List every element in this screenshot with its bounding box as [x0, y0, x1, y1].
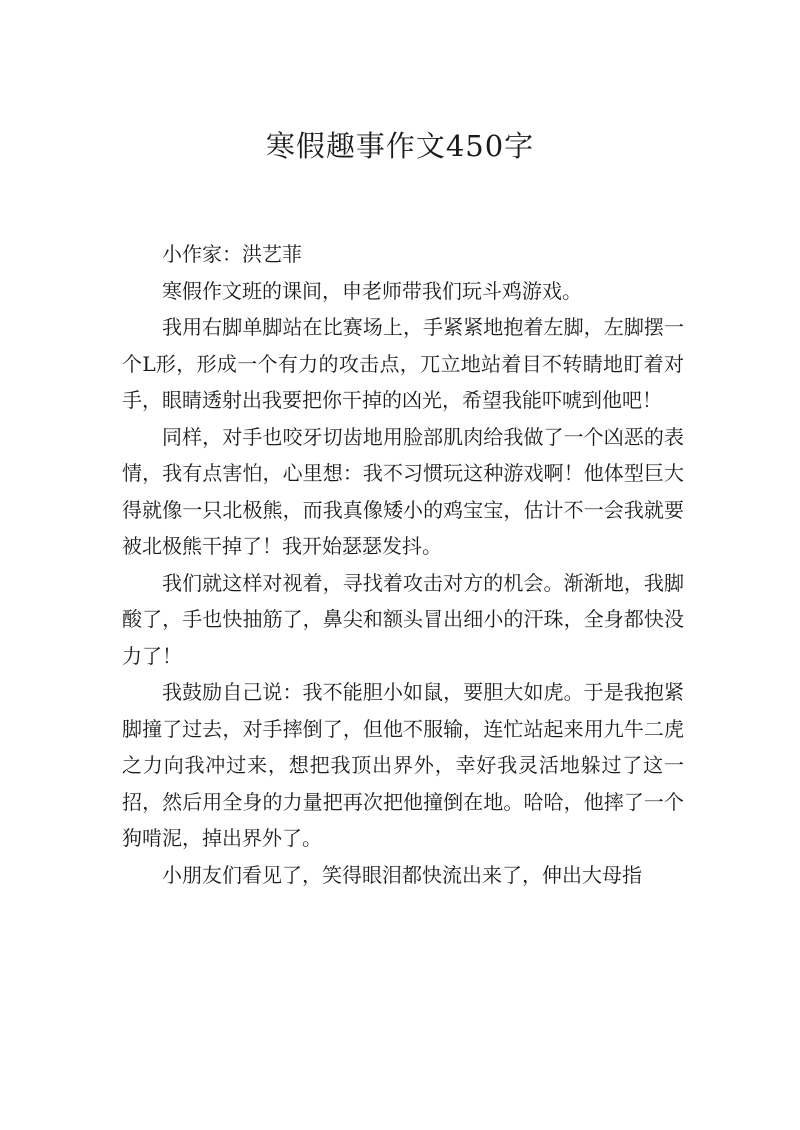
paragraph: 我用右脚单脚站在比赛场上，手紧紧地抱着左脚，左脚摆一个L形，形成一个有力的攻击点，兀立地站着目不转睛地盯着对手，眼睛透射出我要把你干掉的凶光，希望我能吓唬到他吧！ [122, 315, 684, 412]
paragraph: 我们就这样对视着，寻找着攻击对方的机会。渐渐地，我脚酸了，手也快抽筋了，鼻尖和额头冒出细小的汗珠，全身都快没力了！ [122, 570, 684, 668]
paragraph: 同样，对手也咬牙切齿地用脸部肌肉给我做了一个凶恶的表情，我有点害怕，心里想：我不习惯玩这种游戏啊！他体型巨大得就像一只北极熊，而我真像矮小的鸡宝宝，估计不一会我就要被北极熊干掉了！我开始瑟瑟发抖。 [122, 424, 684, 558]
paragraph: 我鼓励自己说：我不能胆小如鼠，要胆大如虎。于是我抱紧脚撞了过去，对手摔倒了，但他不服输，连忙站起来用九牛二虎之力向我冲过来，想把我顶出界外，幸好我灵活地躲过了这一招，然后用全身的力量把再次把他撞倒在地。哈哈，他摔了一个狗啃泥，掉出界外了。 [122, 680, 684, 850]
author-line: 小作家：洪艺菲 [162, 242, 302, 266]
paragraph: 寒假作文班的课间，申老师带我们玩斗鸡游戏。 [162, 278, 582, 303]
paragraph: 小朋友们看见了，笑得眼泪都快流出来了，伸出大母指 [162, 862, 642, 887]
document-body [122, 236, 684, 893]
document-title: 寒假趣事作文450字 [265, 129, 535, 163]
